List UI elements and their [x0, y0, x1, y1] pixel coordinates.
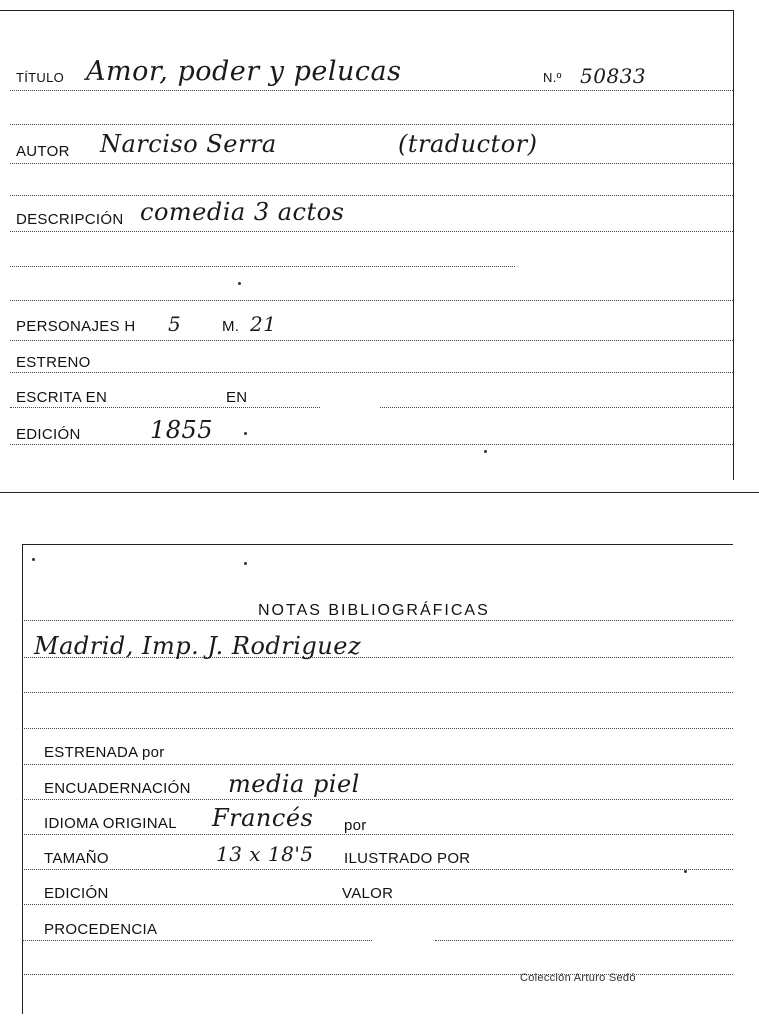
rule-line	[435, 940, 733, 941]
idioma-value: Francés	[212, 804, 314, 832]
rule-line	[22, 834, 733, 835]
rule-line	[22, 869, 733, 870]
catalog-card-back	[0, 540, 759, 1028]
personajes-m-value: 21	[250, 312, 277, 336]
tamano-label: TAMAÑO	[44, 850, 109, 867]
valor-label: VALOR	[342, 885, 394, 902]
scan-speck	[244, 432, 247, 435]
descripcion-label: DESCRIPCIÓN	[16, 211, 124, 228]
estreno-label: ESTRENO	[16, 354, 91, 371]
rule-line	[22, 728, 733, 729]
rule-line	[10, 300, 733, 301]
idioma-label: IDIOMA ORIGINAL	[44, 815, 177, 832]
rule-line	[22, 692, 733, 693]
rule-line	[22, 764, 733, 765]
tamano-value: 13 x 18'5	[216, 842, 314, 866]
rule-line	[10, 195, 733, 196]
rule-line	[22, 940, 372, 941]
scan-speck	[238, 282, 241, 285]
personajes-label: PERSONAJES H	[16, 318, 136, 335]
rule-line	[10, 124, 733, 125]
rule-line	[10, 444, 733, 445]
personajes-h-value: 5	[168, 312, 182, 336]
edicion-label: EDICIÓN	[16, 426, 81, 443]
catalog-card-front	[0, 0, 759, 500]
coleccion-stamp: Colección Arturo Sedó	[520, 972, 636, 984]
encuadernacion-label: ENCUADERNACIÓN	[44, 780, 191, 797]
rule-line	[10, 163, 733, 164]
numero-value: 50833	[580, 64, 647, 88]
titulo-label: TÍTULO	[16, 70, 65, 85]
notas-heading: NOTAS BIBLIOGRÁFICAS	[258, 602, 490, 619]
scan-speck	[684, 870, 687, 873]
personajes-m-label: M.	[222, 318, 240, 335]
escrita-en-label: EN	[226, 389, 248, 406]
edicion-value: 1855	[150, 416, 214, 444]
card-bottom-edge	[0, 492, 759, 493]
card-right-border	[733, 10, 734, 480]
scan-speck	[484, 450, 487, 453]
procedencia-label: PROCEDENCIA	[44, 921, 158, 938]
back-edicion-label: EDICIÓN	[44, 885, 109, 902]
escrita-label: ESCRITA EN	[16, 389, 108, 406]
autor-value: Narciso Serra	[100, 130, 277, 158]
ilustrado-label: ILUSTRADO POR	[344, 850, 471, 867]
notas-value: Madrid, Imp. J. Rodriguez	[34, 632, 362, 660]
titulo-value: Amor, poder y pelucas	[86, 56, 402, 87]
rule-line	[380, 407, 733, 408]
scan-speck	[32, 558, 35, 561]
descripcion-value: comedia 3 actos	[140, 198, 345, 226]
rule-line	[10, 90, 733, 91]
rule-line	[22, 799, 733, 800]
rule-line	[10, 266, 515, 267]
autor-label: AUTOR	[16, 143, 70, 160]
rule-line	[10, 231, 733, 232]
encuadernacion-value: media piel	[228, 770, 360, 798]
rule-line	[10, 407, 320, 408]
rule-line	[22, 620, 733, 621]
card-top-border	[22, 544, 733, 545]
idioma-por-label: por	[344, 817, 367, 834]
rule-line	[10, 372, 733, 373]
rule-line	[10, 340, 733, 341]
card-left-border	[22, 544, 23, 1014]
scan-speck	[244, 562, 247, 565]
card-top-border	[0, 10, 733, 11]
estrenada-label: ESTRENADA por	[44, 744, 165, 761]
numero-label: N.º	[543, 70, 562, 85]
rule-line	[22, 904, 733, 905]
autor-note: (traductor)	[398, 130, 538, 158]
